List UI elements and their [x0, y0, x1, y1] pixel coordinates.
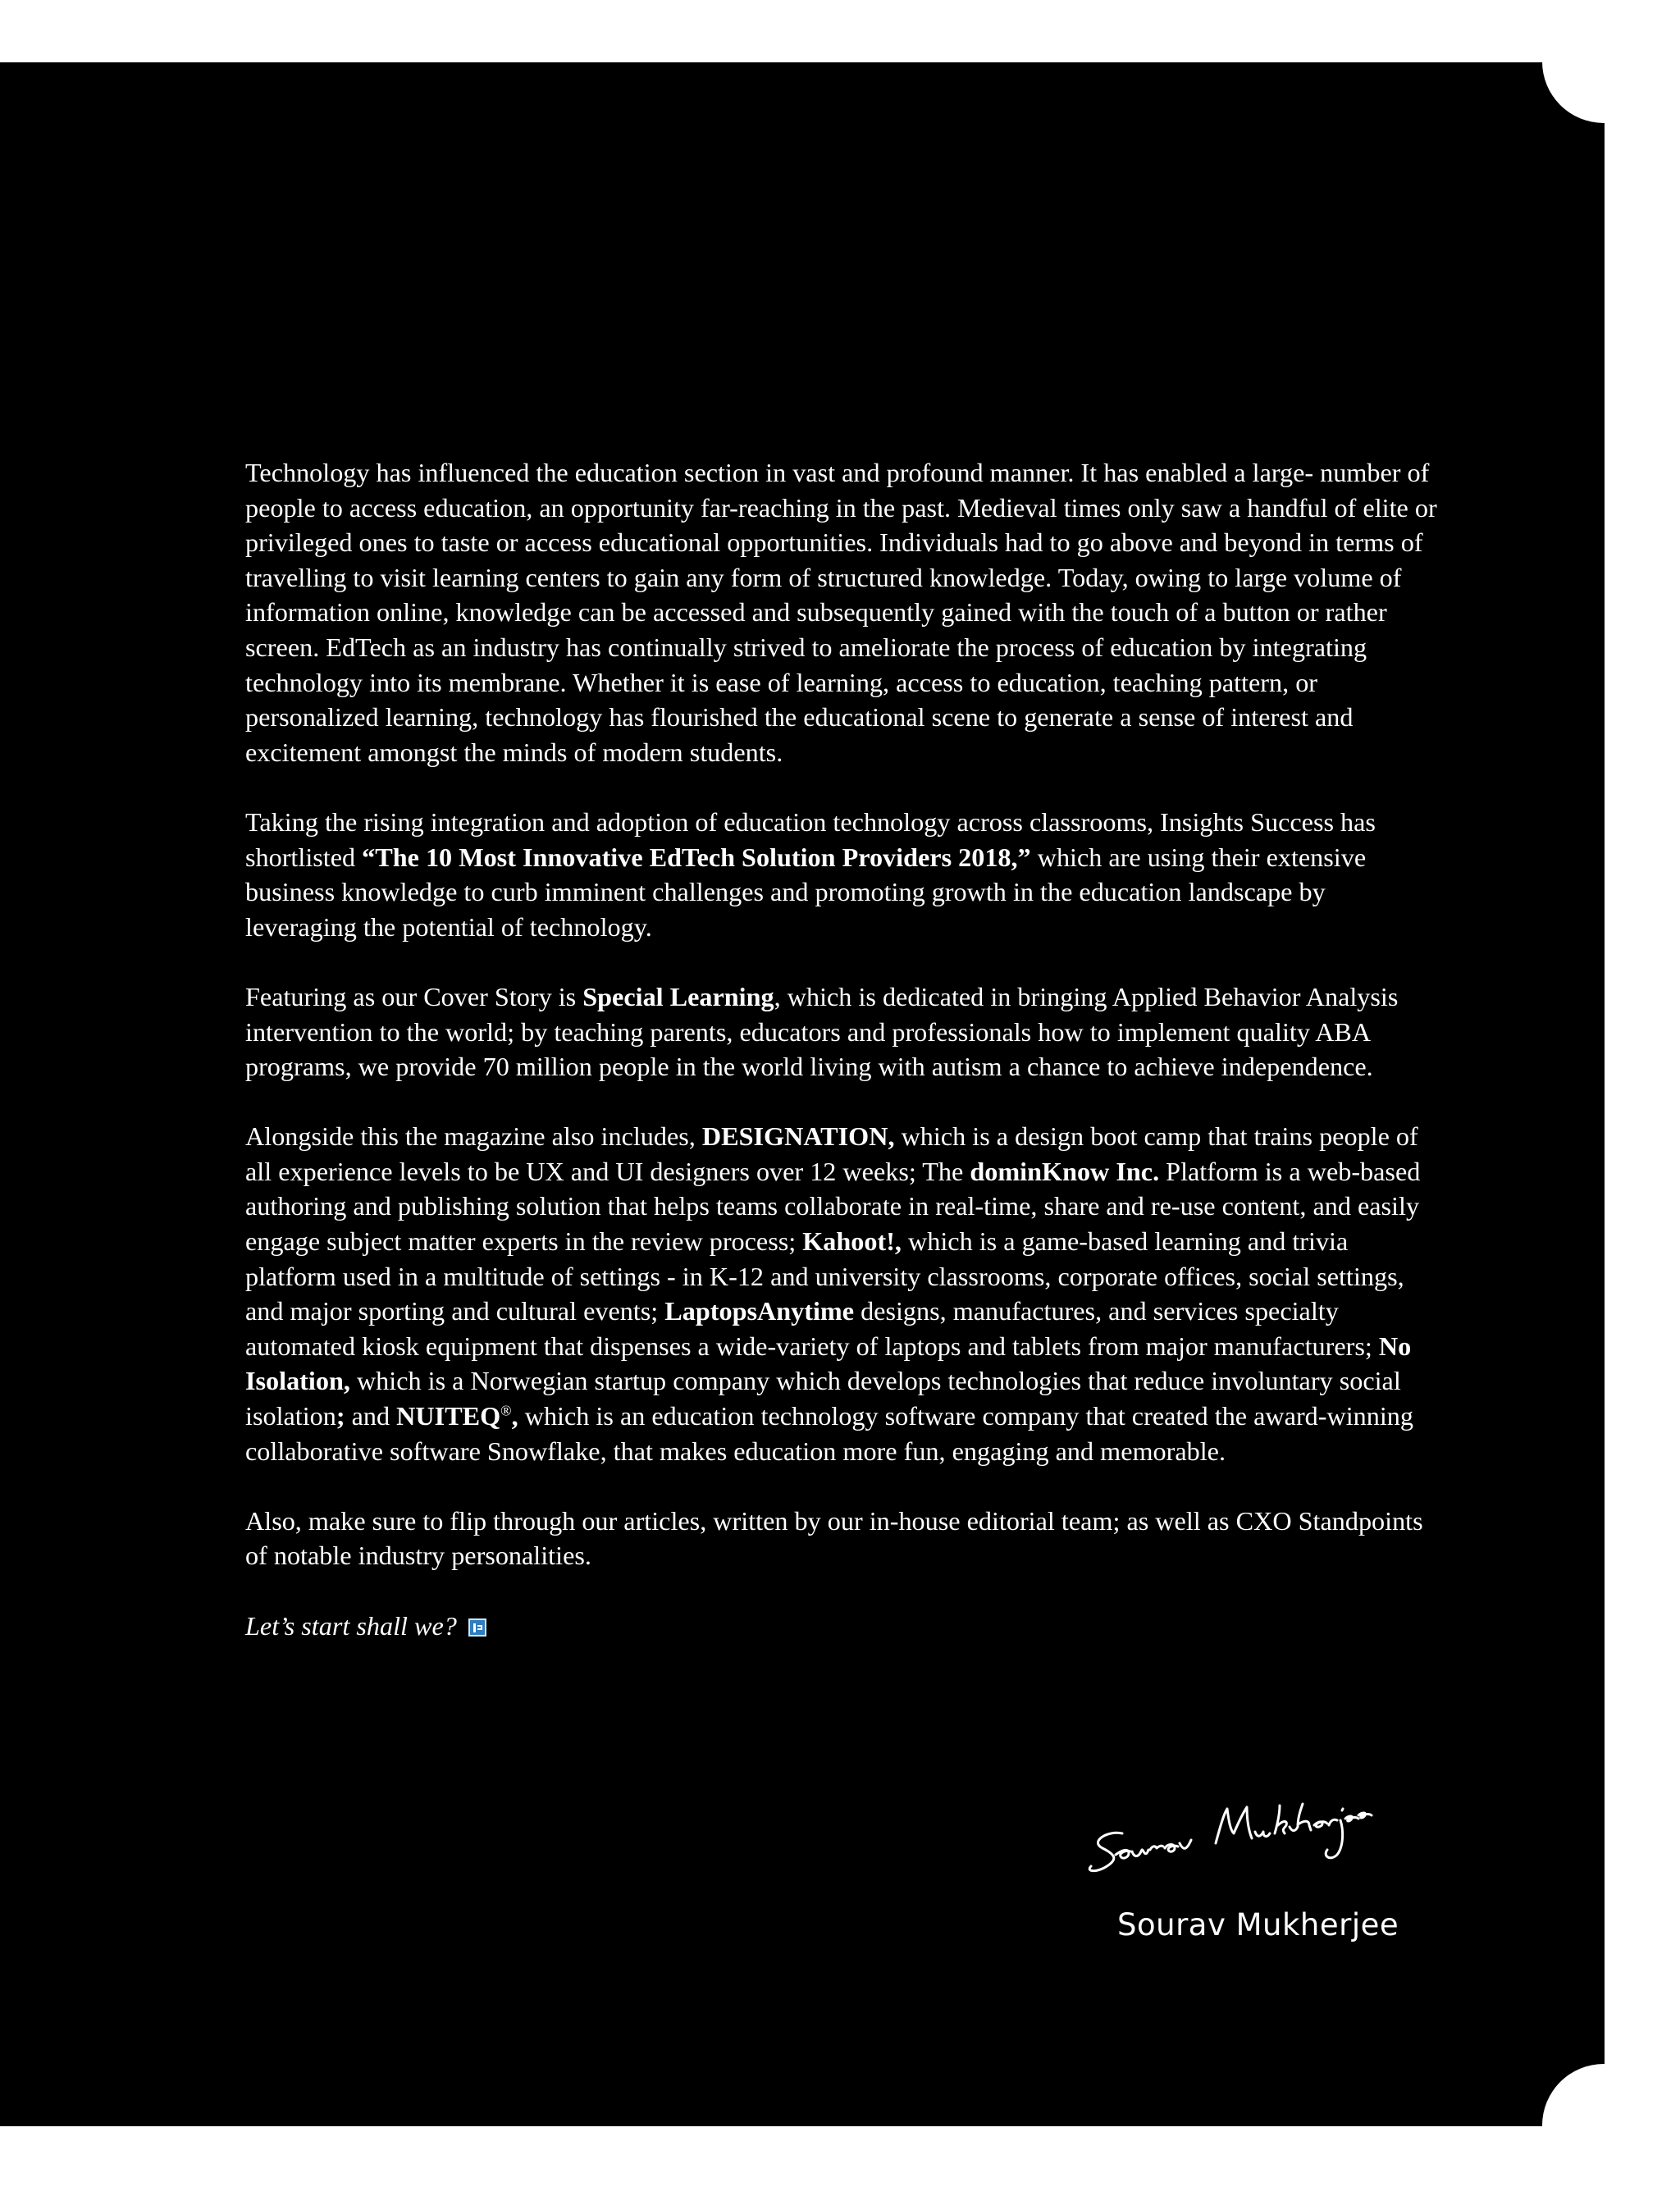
- paragraph-text: and: [345, 1401, 397, 1431]
- company-name-bold: No Isolation,: [245, 1331, 1412, 1396]
- paragraph-text: Platform is a web-based authoring and publishing solution that helps teams collaborate in real-time, share and re-use content, and easily engage subject matter experts in the review process;: [245, 1156, 1421, 1257]
- paragraph-text: Taking the rising integration and adoption of education technology across classrooms, Insights Success has shortlisted: [245, 806, 1376, 872]
- company-name-bold: DESIGNATION,: [701, 1121, 895, 1152]
- paragraph-text: which are using their extensive business knowledge to curb imminent challenges and promoting growth in the education landscape by leveraging the potential of technology.: [245, 842, 1367, 942]
- page-corner-notch-bottom: [1542, 2064, 1665, 2187]
- company-name-bold: Kahoot!,: [802, 1226, 902, 1257]
- list-title-bold: “The 10 Most Innovative EdTech Solution Providers 2018,”: [362, 842, 1031, 872]
- paragraph-cover-story: [245, 979, 1443, 1084]
- paragraph-text: Alongside this the magazine also includes,: [245, 1121, 702, 1152]
- paragraph-text: which is a design boot camp that trains people of all experience levels to be UX and UI designers over 12 weeks; The: [245, 1121, 1418, 1186]
- punctuation-bold: ;: [336, 1401, 345, 1431]
- insights-success-logo-icon: [468, 1618, 486, 1637]
- company-name-bold: dominKnow Inc.: [970, 1156, 1160, 1186]
- paragraph-text: , which is dedicated in bringing Applied Behavior Analysis intervention to the world; by teaching parents, educators and professionals how to implement quality ABA programs, we provide 70 million people in the world living with autism a chance to achieve independence.: [245, 981, 1399, 1082]
- punctuation-bold: ,: [511, 1401, 518, 1431]
- paragraph-text: which is a Norwegian startup company which develops technologies that reduce involuntary social isolation: [245, 1366, 1401, 1431]
- paragraph-shortlist: [245, 805, 1443, 944]
- paragraph-text: Featuring as our Cover Story is: [245, 981, 583, 1011]
- company-name-bold: NUITEQ: [396, 1401, 501, 1431]
- company-name-bold: Special Learning: [582, 981, 774, 1011]
- author-name: Sourav Mukherjee: [1117, 1907, 1399, 1942]
- paragraph-text: which is an education technology software company that created the award-winning collaborative software Snowflake, that makes education more fun, engaging and memorable.: [245, 1401, 1413, 1466]
- signature-image: [1083, 1776, 1378, 1883]
- paragraph-articles: Also, make sure to flip through our articles, written by our in-house editorial team; as well as CXO Standpoints of notable industry personalities.: [245, 1505, 1423, 1571]
- sign-off-line: [245, 1609, 1443, 1644]
- company-name-bold: LaptopsAnytime: [664, 1296, 855, 1326]
- page-corner-notch-top: [1542, 0, 1665, 123]
- paragraph-text: designs, manufactures, and services specialty automated kiosk equipment that dispenses a wide-variety of laptops and tablets from major manufacturers;: [245, 1296, 1379, 1361]
- sign-off-text: Let’s start shall we?: [245, 1610, 457, 1641]
- editorial-body: [245, 455, 1443, 1678]
- paragraph-featured-companies: [245, 1119, 1443, 1468]
- paragraph-text: which is a game-based learning and trivia platform used in a multitude of settings - in K-12 and university classrooms, corporate offices, social settings, and major sporting and cultural events;: [245, 1226, 1404, 1326]
- registered-mark: ®: [500, 1402, 512, 1419]
- paragraph-intro: Technology has influenced the education section in vast and profound manner. It has enabled a large- number of people to access education, an opportunity far-reaching in the past. Medieval times only saw a handful of elite or privileged ones to taste or access educational opportunities. Individuals had to go above and beyond in terms of travelling to visit learning centers to gain any form of structured knowledge. Today, owing to large volume of information online, knowledge can be accessed and subsequently gained with the touch of a button or rather screen. EdTech as an industry has continually strived to ameliorate the process of education by integrating technology into its membrane. Whether it is ease of learning, access to education, teaching pattern, or personalized learning, technology has flourished the educational scene to generate a sense of interest and excitement amongst the minds of modern students.: [245, 458, 1437, 767]
